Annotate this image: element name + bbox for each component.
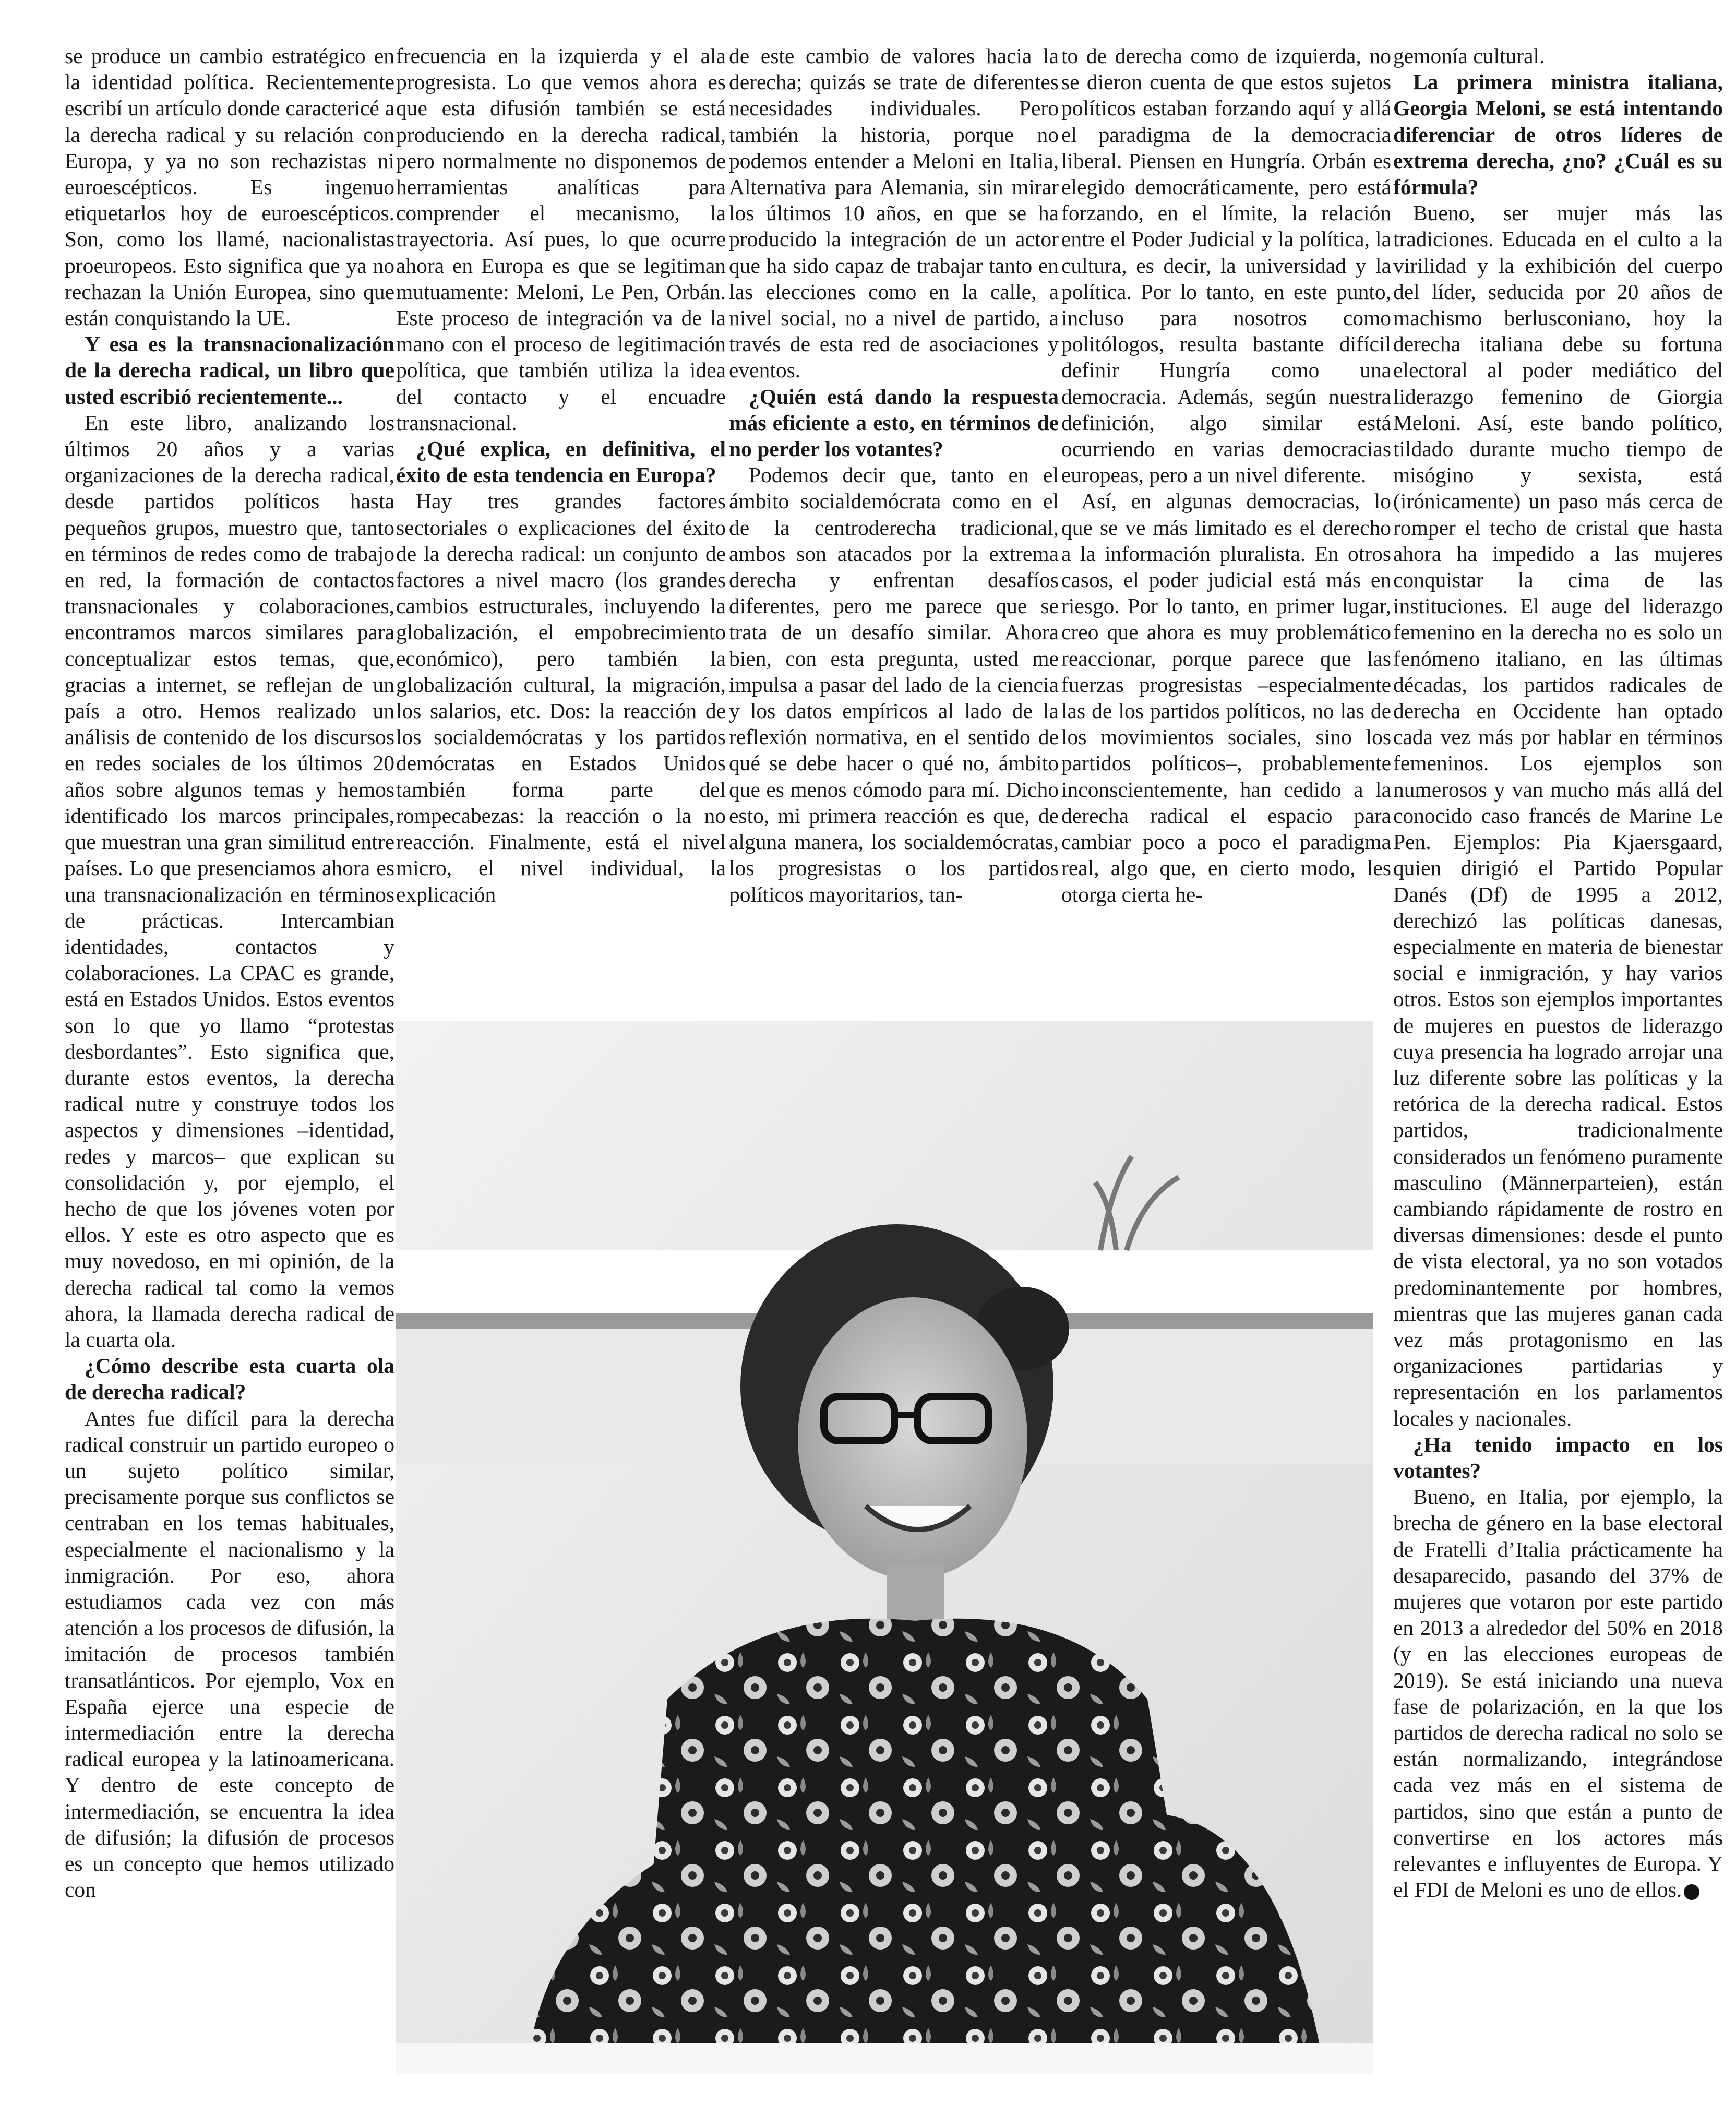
answer-paragraph: Antes fue difícil para la derecha radical construir un partido europeo o un sujeto político similar, precisamente porque sus conflictos se centraban en los temas habituales, especialmente el nacionalismo y la inmigración. Por eso, ahora estudiamos cada vez con más atención a los procesos de difusión, la imitación de procesos también transatlánticos. Por ejemplo, Vox en España ejerce una especie de intermediación entre la derecha radical europea y la latinoamericana. Y dentro de este concepto de intermediación, se encuentra la idea de difusión; la difusión de procesos es un concepto que hemos utilizado con bbox=[65, 1406, 394, 1902]
answer-paragraph: gemonía cultural. bbox=[1393, 44, 1545, 68]
answer-paragraph: de este cambio de valores hacia la derecha; quizás se trate de diferentes necesidades individuales. Pero también la historia, porque no podemos entender a Meloni en Italia, Alternativa para Alemania, sin mirar los últimos 10 años, en que se ha producido la integración de un actor que ha sido capaz de trabajar tanto en las elecciones como en la calle, a nivel social, no a nivel de partido, a través de esta red de asociaciones y eventos. bbox=[729, 44, 1059, 382]
answer-paragraph: Hay tres grandes factores sectoriales o explicaciones del éxito de la derecha radical: un conjunto de factores a nivel macro (los grandes cambios estructurales, incluyendo la globalización, el empobrecimiento económico), pero también la globalización cultural, la migración, los salarios, etc. Dos: la reacción de los socialdemócratas y los partidos demócratas en Estados Unidos también forma parte del rompecabezas: la reacción o la no reacción. Finalmente, está el nivel micro, el nivel individual, la explicación bbox=[396, 489, 726, 906]
answer-paragraph: to de derecha como de izquierda, no se dieron cuenta de que estos sujetos políticos estaban forzando aquí y allá el paradigma de la democracia liberal. Piensen en Hungría. Orbán es elegido democráticamente, pero está forzando, en el límite, la relación entre el Poder Judicial y la política, la cultura, es decir, la universidad y la política. Por lo tanto, en este punto, incluso para nosotros como politólogos, resulta bastante difícil definir Hungría como una democracia. Además, según nuestra definición, algo similar está ocurriendo en varias democracias europeas, pero a un nivel diferente. bbox=[1061, 44, 1391, 487]
answer-paragraph: Podemos decir que, tanto en el ámbito socialdemócrata como en el de la centroderecha tradicional, ambos son atacados por la extrema derecha y enfrentan desafíos diferentes, pero me parece que se trata de un desafío similar. Ahora bien, con esta pregunta, usted me impulsa a pasar del lado de la ciencia y los datos empíricos al lado de la reflexión normativa, en el sentido de qué se debe hacer o qué no, ámbito que es menos cómodo para mí. Dicho esto, mi primera reacción es que, de alguna manera, los socialdemócratas, los progresistas o los partidos políticos mayoritarios, tan- bbox=[729, 463, 1059, 906]
answer-paragraph: Bueno, ser mujer más las tradiciones. Educada en el culto a la virilidad y la exhibición del cuerpo del líder, seducida por 20 años de machismo berlusconiano, hoy la derecha italiana debe su fortuna electoral al poder mediático del liderazgo femenino de Giorgia Meloni. Así, este bando político, tildado durante mucho tiempo de misógino y sexista, está (irónicamente) un paso más cerca de romper el techo de cristal que hasta ahora ha impedido a las mujeres conquistar la cima de las instituciones. El auge del liderazgo femenino en la derecha no es solo un fenómeno italiano, en las últimas décadas, los partidos radicales de derecha en Occidente han optado cada vez más por hablar en términos femeninos. Los ejemplos son numerosos y van mucho más allá del conocido caso francés de Marine Le Pen. Ejemplos: Pia Kjaersgaard, quien dirigió el Partido Popular Danés (Df) de 1995 a 2012, derechizó las políticas danesas, especialmente en materia de bienestar social e inmigración, y hay varios otros. Estos son ejemplos importantes de mujeres en puestos de liderazgo cuya presencia ha logrado arrojar una luz diferente sobre las políticas y la retórica de la derecha radical. Estos partidos, tradicionalmente considerados un fenómeno puramente masculino (Männerparteien), están cambiando rápidamente de rostro en diversas dimensiones: desde el punto de vista electoral, ya no son votados predominantemente por hombres, mientras que las mujeres ganan cada vez más protagonismo en las organizaciones partidarias y representación en los parlamentos locales y nacionales. bbox=[1393, 201, 1723, 1430]
text-column-5 bbox=[1393, 43, 1723, 2109]
answer-paragraph: Bueno, en Italia, por ejemplo, la brecha de género en la base electoral de Fratelli d’Italia prácticamente ha desaparecido, pasando del 37% de mujeres que votaron por este partido en 2013 a alrededor del 50% en 2018 (y en las elecciones europeas de 2019). Se está iniciando una nueva fase de polarización, en la que los partidos de derecha radical no solo se están normalizando, integrándose cada vez más en el sistema de partidos, sino que están a punto de convertirse en los actores más relevantes e influyentes de Europa. Y el FDI de Meloni es uno de ellos. bbox=[1393, 1485, 1723, 1902]
text-column-3 bbox=[729, 43, 1059, 1013]
answer-paragraph: En este libro, analizando los últimos 20 años y a varias organizaciones de la derecha radical, desde partidos políticos hasta pequeños grupos, muestro que, tanto en términos de redes como de trabajo en red, la formación de contactos transnacionales y colaboraciones, encontramos marcos similares para conceptualizar estos temas, que, gracias a internet, se reflejan de un país a otro. Hemos realizado un análisis de contenido de los discursos en redes sociales de los últimos 20 años sobre algunos temas y hemos identificado los marcos principales, que muestran una gran similitud entre países. Lo que presenciamos ahora es una transnacionalización en términos de prácticas. Intercambian identidades, contactos y colaboraciones. La CPAC es grande, está en Estados Unidos. Estos eventos son lo que yo llamo “protestas desbordantes”. Esto significa que, durante estos eventos, la derecha radical nutre y construye todos los aspectos y dimensiones –identidad, redes y marcos– que explican su consolidación y, por ejemplo, el hecho de que los jóvenes voten por ellos. Y este es otro aspecto que es muy novedoso, en mi opinión, de la derecha radical tal como la vemos ahora, la llamada derecha radical de la cuarta ola. bbox=[65, 410, 394, 1352]
text-column-2 bbox=[396, 43, 726, 1013]
answer-paragraph: frecuencia en la izquierda y el ala progresista. Lo que vemos ahora es que esta difusión también se está produciendo en la derecha radical, pero normalmente no disponemos de herramientas analíticas para comprender el mecanismo, la trayectoria. Así pues, lo que ocurre ahora en Europa es que se legitiman mutuamente: Meloni, Le Pen, Orbán. Este proceso de integración va de la mano con el proceso de legitimación política, que también utiliza la idea del contacto y el encuadre transnacional. bbox=[396, 44, 726, 435]
interview-question: ¿Qué explica, en definitiva, el éxito de esta tendencia en Europa? bbox=[396, 437, 726, 487]
interview-question: Y esa es la transnacionalización de la derecha radical, un libro que usted escribió recientemente... bbox=[65, 332, 394, 409]
answer-paragraph: se produce un cambio estratégico en la identidad política. Recientemente escribí un artículo donde caractericé a la derecha radical y su relación con Europa, y ya no son rechazistas ni euroescépticos. Es ingenuo etiquetarlos hoy de euroescépticos. Son, como los llamé, nacionalistas proeuropeos. Esto significa que ya no rechazan la Unión Europea, sino que están conquistando la UE. bbox=[65, 44, 394, 330]
end-of-article-bullet bbox=[1684, 1884, 1699, 1900]
text-column-4 bbox=[1061, 43, 1391, 1013]
interview-question: ¿Cómo describe esta cuarta ola de derecha radical? bbox=[65, 1354, 394, 1404]
text-column-1 bbox=[65, 43, 394, 2109]
answer-paragraph: Así, en algunas democracias, lo que se ve más limitado es el derecho a la información pluralista. En otros casos, el poder judicial está más en riesgo. Por lo tanto, en primer lugar, creo que ahora es muy problemático reaccionar, porque parece que las fuerzas progresistas –especialmente las de los partidos políticos, no las de los movimientos sociales, sino los partidos políticos–, probablemente inconscientemente, han cedido a la derecha radical el espacio para cambiar poco a poco el paradigma real, algo que, en cierto modo, les otorga cierta he- bbox=[1061, 489, 1391, 906]
portrait-illustration bbox=[396, 1021, 1373, 2074]
interview-question: La primera ministra italiana, Georgia Meloni, se está intentando diferenciar de otros líderes de extrema derecha, ¿no? ¿Cuál es su fórmula? bbox=[1393, 70, 1723, 199]
interview-question: ¿Ha tenido impacto en los votantes? bbox=[1393, 1432, 1723, 1483]
interview-question: ¿Quién está dando la respuesta más eficiente a esto, en términos de no perder los votantes? bbox=[729, 384, 1059, 461]
interview-portrait-photo bbox=[396, 1021, 1373, 2074]
